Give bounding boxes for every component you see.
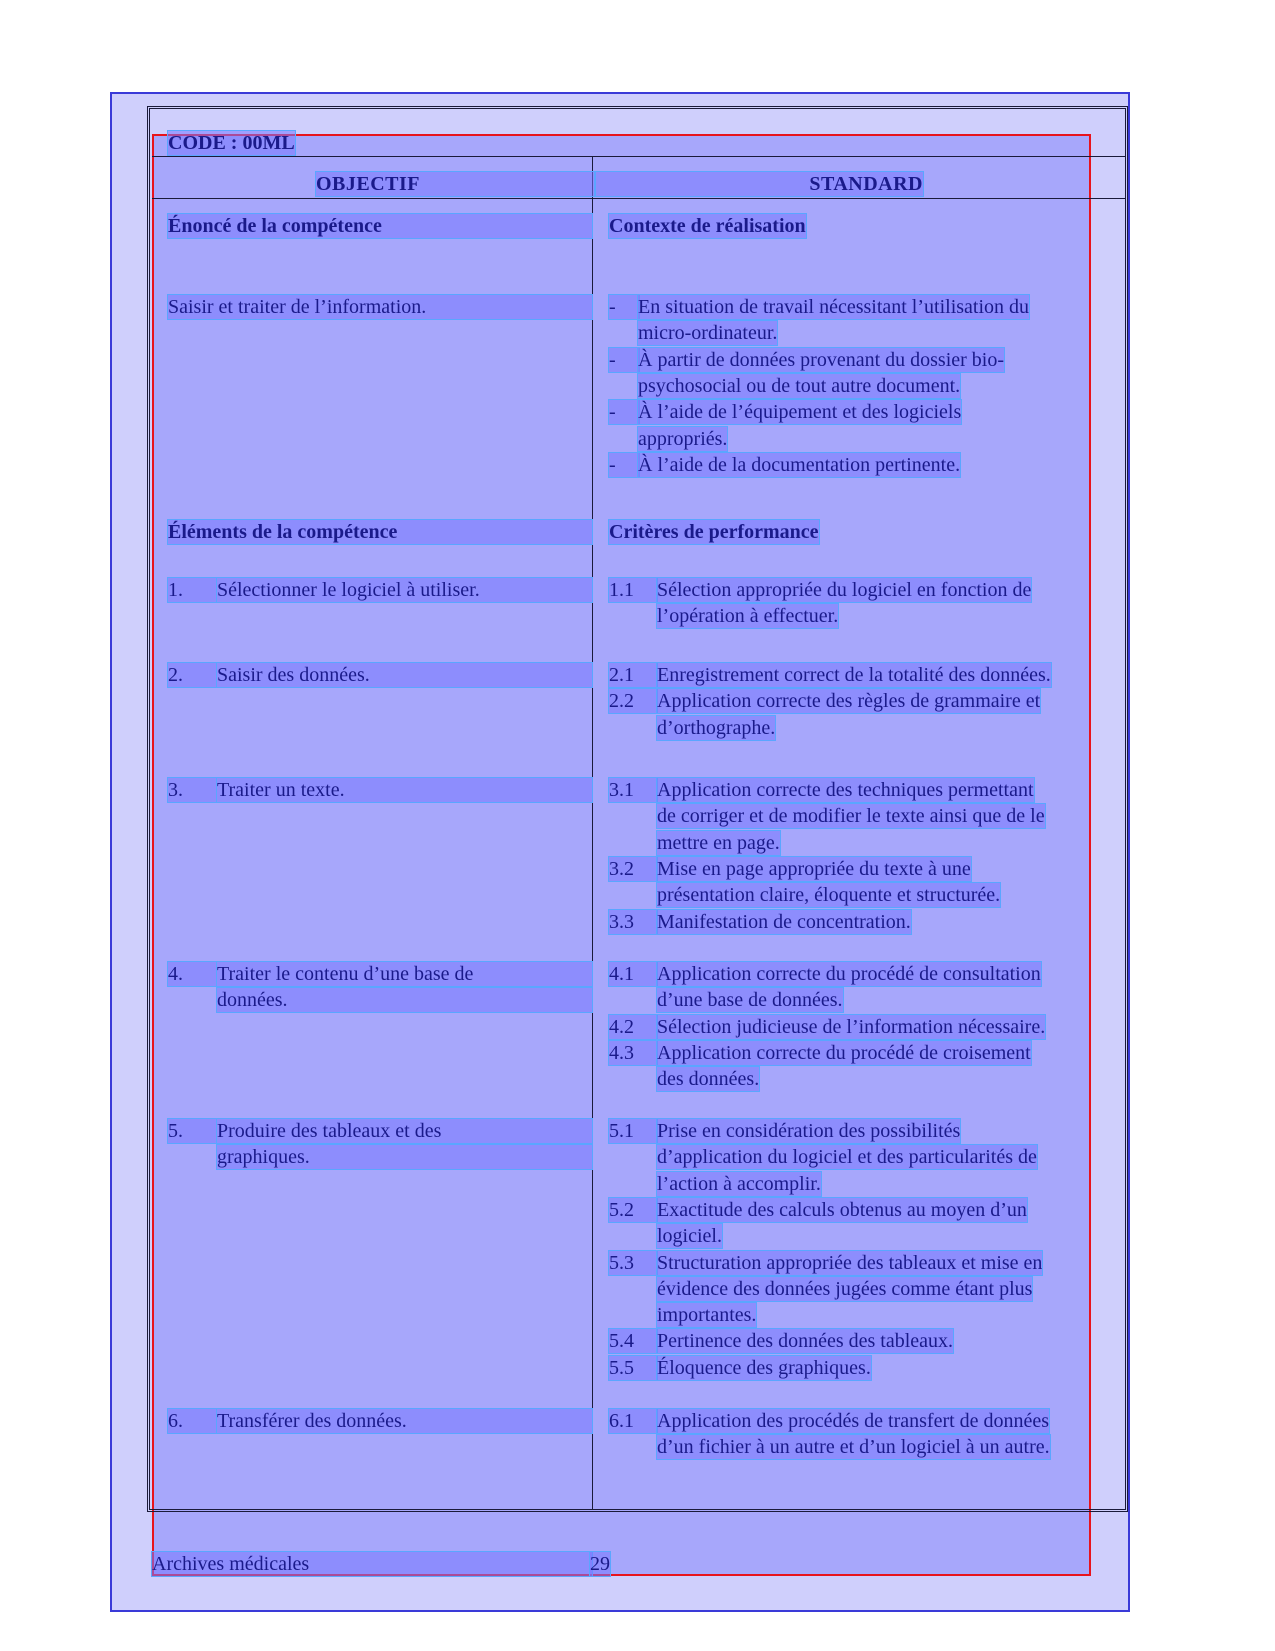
elements-title: Éléments de la compétence [168,520,592,544]
critere-line: Prise en considération des possibilités [657,1120,961,1142]
header-objectif: OBJECTIF [316,172,594,196]
critere-line: Exactitude des calculs obtenus au moyen d’un [657,1198,1027,1221]
element-number: 5. [168,1119,216,1143]
critere-line: logiciel. [657,1225,722,1248]
header-standard: STANDARD [596,172,923,196]
critere-line: de corriger et de modifier le texte ainsi que de le [657,805,1045,828]
element-line: Sélectionner le logiciel à utiliser. [217,578,592,602]
contexte-title: Contexte de réalisation [609,215,806,237]
critere-line: Application correcte du procédé de consultation [657,963,1041,985]
contexte-item-line: micro-ordinateur. [638,322,778,345]
contexte-item-line: psychosocial ou de tout autre document. [638,374,961,397]
critere-line: Éloquence des graphiques. [657,1356,871,1379]
contexte-bullet: - [609,295,639,319]
header-rule-bottom [152,198,1125,199]
critere-number: 2.2 [609,689,657,713]
element-line: données. [217,988,592,1012]
critere-number: 5.1 [609,1119,657,1143]
element-number: 2. [168,663,216,687]
critere-line: d’une base de données. [657,989,843,1012]
page-number: 29 [590,1553,610,1575]
critere-line: mettre en page. [657,831,780,854]
contexte-item-line: À l’aide de la documentation pertinente. [638,453,961,476]
footer-title: Archives médicales [152,1552,592,1576]
element-line: Traiter un texte. [217,778,592,802]
contexte-item-line: En situation de travail nécessitant l’utilisation du [638,296,1030,318]
critere-line: Sélection appropriée du logiciel en fonction de [657,579,1032,601]
contexte-bullet: - [609,453,639,477]
critere-line: d’application du logiciel et des particularités de [657,1146,1037,1169]
critere-line: Mise en page appropriée du texte à une [657,857,971,880]
critere-number: 5.4 [609,1329,657,1353]
critere-line: l’opération à effectuer. [657,605,839,628]
critere-number: 6.1 [609,1409,657,1433]
element-line: Traiter le contenu d’une base de [217,962,592,986]
critere-line: des données. [657,1068,760,1091]
contexte-item-line: appropriés. [638,427,728,450]
element-number: 3. [168,778,216,802]
critere-line: l’action à accomplir. [657,1172,821,1195]
code-label: CODE : 00ML [168,132,295,154]
critere-line: Application correcte du procédé de croisement [657,1041,1031,1064]
critere-number: 3.2 [609,857,657,881]
element-line: graphiques. [217,1145,592,1169]
critere-line: présentation claire, éloquente et structurée. [657,884,1001,907]
critere-number: 5.2 [609,1198,657,1222]
element-line: Saisir des données. [217,663,592,687]
critere-line: évidence des données jugées comme étant plus [657,1277,1033,1300]
critere-line: Sélection judicieuse de l’information nécessaire. [657,1015,1046,1038]
critere-line: Application correcte des techniques permettant [657,779,1034,801]
critere-number: 5.3 [609,1251,657,1275]
critere-number: 1.1 [609,578,657,602]
critere-line: Enregistrement correct de la totalité des données. [657,664,1051,686]
critere-line: importantes. [657,1304,757,1327]
critere-line: Structuration appropriée des tableaux et mise en [657,1251,1043,1274]
critere-number: 4.2 [609,1015,657,1039]
header-rule-top [152,156,1125,157]
column-divider [592,156,593,1510]
critere-number: 4.3 [609,1041,657,1065]
critere-line: Application des procédés de transfert de données [657,1410,1050,1432]
element-number: 4. [168,962,216,986]
critere-line: Pertinence des données des tableaux. [657,1330,954,1353]
critere-line: d’orthographe. [657,716,776,739]
critere-line: d’un fichier à un autre et d’un logiciel à un autre. [657,1436,1050,1459]
critere-number: 5.5 [609,1356,657,1380]
contexte-bullet: - [609,348,639,372]
critere-number: 3.1 [609,778,657,802]
contexte-item-line: À l’aide de l’équipement et des logiciels [638,401,962,424]
contexte-item-line: À partir de données provenant du dossier bio- [638,348,1005,371]
critere-number: 3.3 [609,910,657,934]
critere-number: 2.1 [609,663,657,687]
element-number: 1. [168,578,216,602]
critere-line: Application correcte des règles de grammaire et [657,690,1041,713]
element-line: Produire des tableaux et des [217,1119,592,1143]
criteres-title: Critères de performance [609,521,819,543]
enonce-title: Énoncé de la compétence [168,214,592,238]
critere-line: Manifestation de concentration. [657,910,911,933]
element-line: Transférer des données. [217,1409,592,1433]
contexte-bullet: - [609,400,639,424]
element-number: 6. [168,1409,216,1433]
critere-number: 4.1 [609,962,657,986]
enonce-text: Saisir et traiter de l’information. [168,295,592,319]
